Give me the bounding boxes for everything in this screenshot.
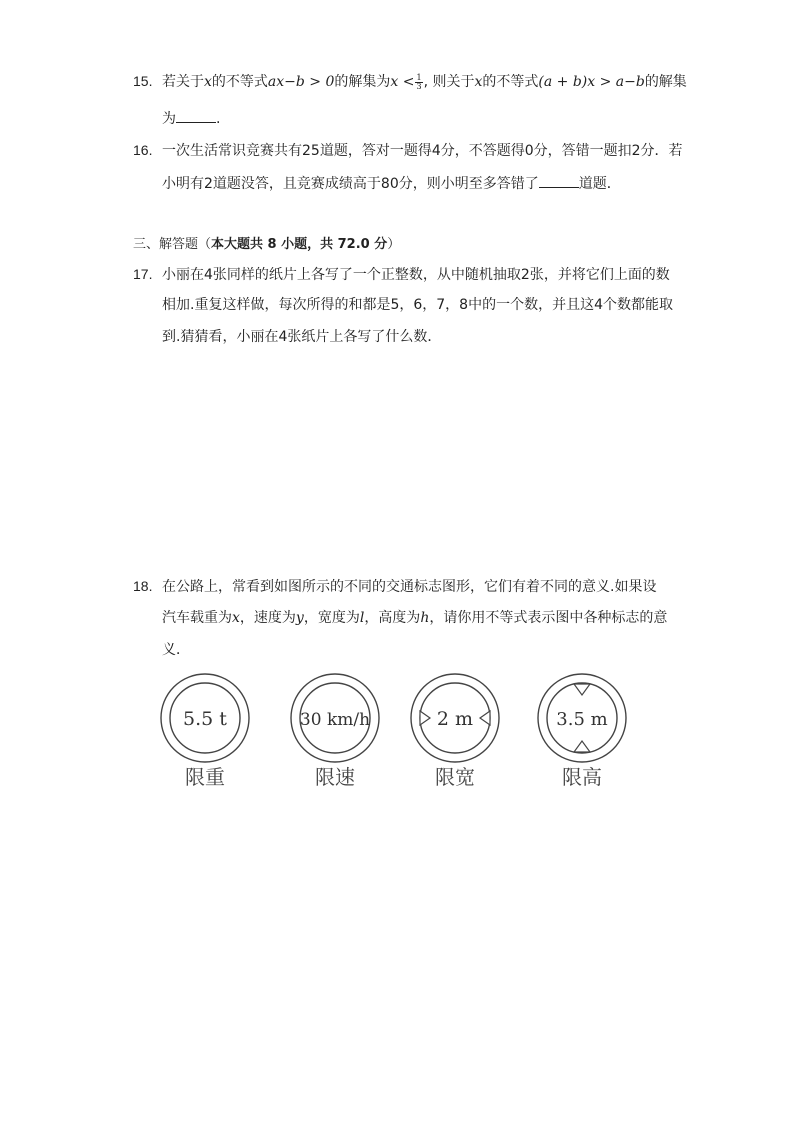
height-top-arrow-icon	[574, 684, 590, 695]
q15-line2-prefix: 为	[162, 111, 176, 127]
section-3-close: ）	[387, 237, 401, 252]
q15-text-4: , 则关于	[423, 74, 475, 90]
sign-weight-limit	[161, 674, 249, 789]
sign-speed-value: 30 km/h	[299, 710, 371, 730]
sign-width-limit	[411, 674, 499, 789]
question-18-line-3: 义．	[162, 642, 190, 658]
q15-fraction	[415, 74, 422, 91]
sign-height-value: 3.5 m	[556, 709, 608, 730]
q15-text-5: 的不等式	[482, 74, 539, 90]
sign-speed-caption: 限速	[315, 765, 355, 789]
q18-var-l: l	[359, 610, 365, 626]
q18-text-d: ，高度为	[364, 610, 421, 626]
q15-text-2: 的不等式	[211, 74, 268, 90]
q15-text-6: 的解集	[644, 74, 687, 90]
question-15-number: 15.	[133, 73, 153, 89]
section-3-label: 三、解答题（	[133, 237, 212, 252]
question-18-number: 18.	[133, 578, 153, 594]
sign-width-caption: 限宽	[435, 765, 475, 789]
sign-width-value: 2 m	[436, 708, 474, 730]
q16-line2-suffix: 道题．	[578, 176, 621, 192]
question-17-line-2: 相加.重复这样做，每次所得的和都是5，6，7，8中的一个数，并且这4个数都能取	[162, 297, 673, 313]
height-bottom-arrow-icon	[574, 741, 590, 752]
question-16-line-2	[162, 173, 621, 194]
q15-inequality-2: (a + b)x > a−b	[538, 74, 645, 90]
q18-var-x: x	[232, 610, 240, 626]
q18-text-e: ，请你用不等式表示图中各种标志的意	[429, 610, 668, 626]
q18-text-c: ，宽度为	[303, 610, 360, 626]
question-18-line-2	[162, 608, 667, 628]
q15-fraction-denominator: 3	[416, 81, 422, 91]
q16-line2-prefix: 小明有2道题没答，且竞赛成绩高于80分，则小明至多答错了	[162, 176, 539, 192]
q15-solution-lhs: x <	[390, 74, 415, 90]
q15-fraction-numerator: 1	[416, 72, 422, 82]
sign-height-caption: 限高	[562, 765, 602, 789]
question-17-line-3: 到.猜猜看，小丽在4张纸片上各写了什么数．	[162, 329, 442, 345]
width-right-arrow-icon	[480, 711, 490, 725]
question-15-line-2	[162, 108, 220, 129]
question-15-line-1	[162, 72, 687, 92]
q15-text-1: 若关于	[162, 74, 204, 90]
question-18-line-1: 在公路上，常看到如图所示的不同的交通标志图形，它们有着不同的意义.如果设	[162, 579, 657, 595]
sign-speed-limit	[291, 674, 379, 789]
q15-answer-blank[interactable]	[176, 108, 216, 123]
sign-height-limit	[538, 674, 626, 789]
q15-line2-suffix: .	[216, 111, 221, 127]
q15-var-x-2: x	[474, 74, 483, 90]
question-17-line-1: 小丽在4张同样的纸片上各写了一个正整数，从中随机抽取2张，并将它们上面的数	[162, 267, 670, 283]
q15-inequality-1: ax−b > 0	[267, 74, 335, 90]
question-16-number: 16.	[133, 142, 153, 158]
section-3-title	[133, 233, 400, 252]
sign-weight-value: 5.5 t	[183, 708, 227, 730]
question-16-line-1: 一次生活常识竞赛共有25道题，答对一题得4分，不答题得0分，答错一题扣2分．若	[162, 143, 683, 159]
q15-var-x: x	[204, 74, 212, 90]
q18-text-b: ，速度为	[239, 610, 296, 626]
section-3-detail: 本大题共 8 小题，共 72.0 分	[211, 237, 388, 252]
traffic-signs-figure	[0, 670, 794, 810]
q18-text-a: 汽车载重为	[162, 610, 232, 626]
q18-var-y: y	[295, 610, 304, 626]
q16-answer-blank[interactable]	[539, 173, 579, 188]
sign-weight-caption: 限重	[185, 765, 225, 789]
width-left-arrow-icon	[420, 711, 430, 725]
question-17-number: 17.	[133, 266, 153, 282]
q15-text-3: 的解集为	[334, 74, 391, 90]
q18-var-h: h	[420, 610, 430, 626]
